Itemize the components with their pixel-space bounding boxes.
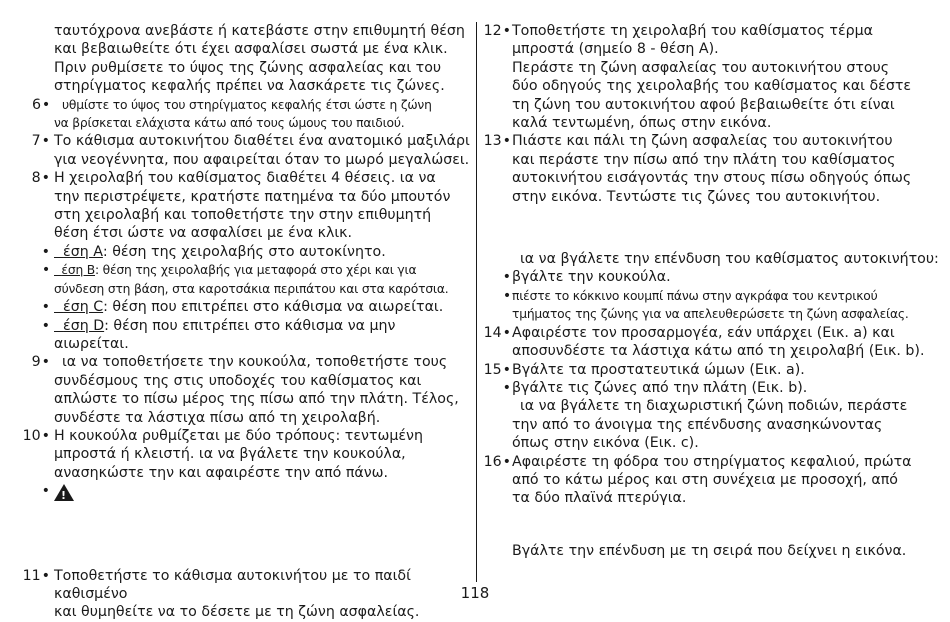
- final-instruction: Βγάλτε την επένδυση με τη σειρά που δείχνει η εικόνα.: [512, 542, 907, 559]
- warning-bullet: [0, 482, 470, 504]
- bullet-red-button: • πιέστε το κόκκινο κουμπί πάνω στην αγκράφα του κεντρικού τμήματος της ζώνης για να απελευθερώσετε τη ζώνη ασφαλείας.: [480, 287, 940, 324]
- step-7: 7 • Το κάθισμα αυτοκινήτου διαθέτει ένα ανατομικό μαξιλάρι για νεογέννητα, που αφαιρείται όταν το μωρό μεγαλώσει.: [0, 132, 470, 169]
- right-column: [480, 22, 940, 560]
- bullet-position-c: • έση C: θέση που επιτρέπει στο κάθισμα να αιωρείται.: [0, 298, 470, 316]
- warning-icon: [54, 484, 74, 501]
- step-11: 11 • Τοποθετήστε το κάθισμα αυτοκινήτου με το παιδί καθισμένο και θυμηθείτε να το δέσετε με τη ζώνη ασφαλείας.: [0, 567, 470, 622]
- intro-text: ταυτόχρονα ανεβάστε ή κατεβάστε στην επιθυμητή θέση και βεβαιωθείτε ότι έχει ασφαλίσει σωστά με ένα κλικ. Πριν ρυθμίσετε το ύψος της ζώνης ασφαλείας και του στηρίγματος κεφαλής πρέπει να λασκάρετε τις ζώνες.: [54, 23, 465, 95]
- step-15: 15 • Βγάλτε τα προστατευτικά ώμων (Εικ. a).: [480, 361, 940, 379]
- step-16: 16 • Αφαιρέστε τη φόδρα του στηρίγματος κεφαλιού, πρώτα από το κάτω μέρος και στη συνέχεια με προσοχή, από τα δύο πλαϊνά πτερύγια.: [480, 453, 940, 508]
- bullet-position-a: • έση Α: θέση της χειρολαβής στο αυτοκίνητο.: [0, 243, 470, 261]
- step-13: 13 • Πιάστε και πάλι τη ζώνη ασφαλείας του αυτοκινήτου και περάστε την πίσω από την πλάτη του καθίσματος αυτοκινήτου εισάγοντάς την στους πίσω οδηγούς όπως στην εικόνα. Τεντώστε τις ζώνες του αυτοκινήτου.: [480, 132, 940, 206]
- bullet-position-d: • έση D: θέση που επιτρέπει στο κάθισμα να μην αιωρείται.: [0, 317, 470, 354]
- bullet-remove-hood: • βγάλτε την κουκούλα.: [480, 268, 940, 286]
- step-9: 9 • ια να τοποθετήσετε την κουκούλα, τοποθετήστε τους συνδέσμους της στις υποδοχές του καθίσματος και απλώστε το πίσω μέρος της πίσω από την πλάτη. Τέλος, συνδέστε τα λάστιχα πίσω από τη χειρολαβή.: [0, 353, 470, 427]
- step-6: 6 • υθμίστε το ύψος του στηρίγματος κεφαλής έτσι ώστε η ζώνη να βρίσκεται ελάχιστα κάτω από τους ώμους του παιδιού.: [0, 96, 470, 133]
- step-8: 8 • Η χειρολαβή του καθίσματος διαθέτει 4 θέσεις. ια να την περιστρέψετε, κρατήστε πατημένα τα δύο μπουτόν στη χειρολαβή και τοποθετήστε την στην επιθυμητή θέση έτσι ώστε να ασφαλίσει με ένα κλικ.: [0, 169, 470, 243]
- step-10: 10 • Η κουκούλα ρυθμίζεται με δύο τρόπους: τεντωμένη μπροστά ή κλειστή. ια να βγάλετε την κουκούλα, ανασηκώστε την και αφαιρέστε την από πάνω.: [0, 427, 470, 482]
- column-divider: [476, 22, 477, 582]
- remove-cover-intro: ια να βγάλετε την επένδυση του καθίσματος αυτοκινήτου:: [520, 251, 939, 268]
- page-number: 118: [460, 584, 490, 602]
- bullet-remove-straps: • βγάλτε τις ζώνες από την πλάτη (Εικ. b). ια να βγάλετε τη διαχωριστική ζώνη ποδιών, περάστε την από το άνοιγμα της επένδυσης ανασηκώνοντας όπως στην εικόνα (Εικ. c).: [480, 379, 940, 453]
- left-column: [0, 22, 470, 622]
- bullet-position-b: • έση Β: θέση της χειρολαβής για μεταφορά στο χέρι και για σύνδεση στη βάση, στα καροτσάκια περιπάτου και στα καρότσια.: [0, 261, 470, 298]
- step-14: 14 • Αφαιρέστε τον προσαρμογέα, εάν υπάρχει (Εικ. a) και αποσυνδέστε τα λάστιχα κάτω από τη χειρολαβή (Εικ. b).: [480, 324, 940, 361]
- step-12: 12 • Τοποθετήστε τη χειρολαβή του καθίσματος τέρμα μπροστά (σημείο 8 - θέση Α). Περάστε τη ζώνη ασφαλείας του αυτοκινήτου στους δύο οδηγούς της χειρολαβής του καθίσματος και δέστε τη ζώνη του αυτοκινήτου αφού βεβαιωθείτε ότι είναι καλά τεντωμένη, όπως στην εικόνα.: [480, 22, 940, 132]
